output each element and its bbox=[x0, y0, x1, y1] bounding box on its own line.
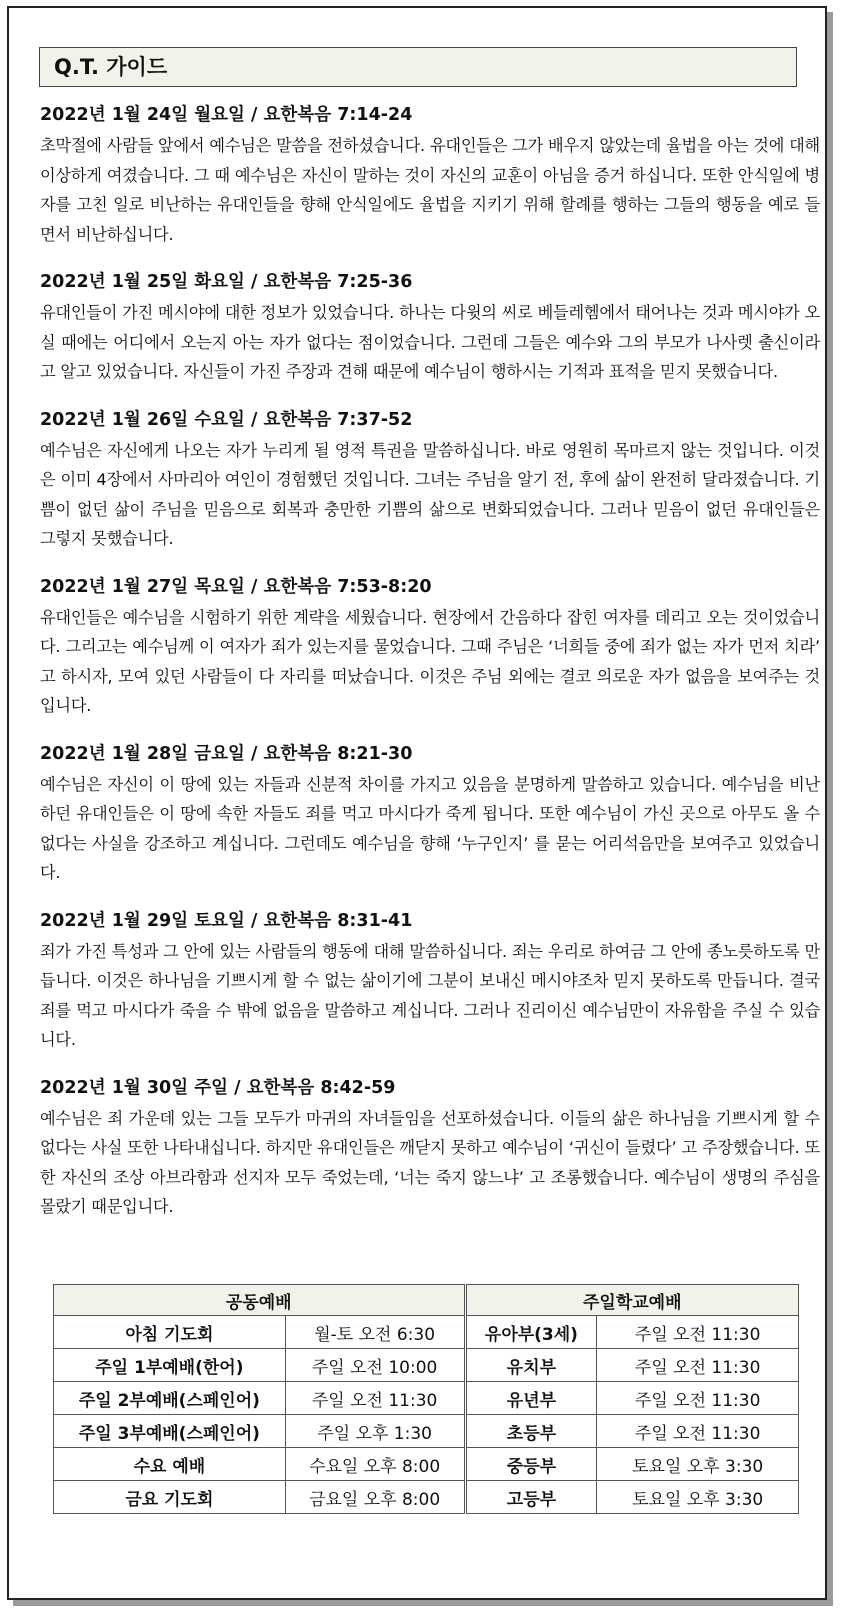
service-name: 금요 기도회 bbox=[54, 1481, 286, 1514]
service-name: 수요 예배 bbox=[54, 1448, 286, 1481]
service-time: 주일 오후 1:30 bbox=[285, 1415, 465, 1448]
service-name: 주일 1부예배(한어) bbox=[54, 1349, 286, 1382]
devotion-entry bbox=[40, 909, 820, 1055]
entry-heading: 2022년 1월 27일 목요일 / 요한복음 7:53-8:20 bbox=[40, 576, 432, 597]
table-row bbox=[54, 1481, 799, 1514]
devotion-entry bbox=[40, 103, 820, 249]
department-name: 유년부 bbox=[465, 1382, 597, 1415]
department-name: 유아부(3세) bbox=[465, 1316, 597, 1349]
entry-heading: 2022년 1월 26일 수요일 / 요한복음 7:37-52 bbox=[40, 409, 413, 430]
department-time: 주일 오전 11:30 bbox=[597, 1349, 799, 1382]
department-name: 초등부 bbox=[465, 1415, 597, 1448]
devotion-entry bbox=[40, 742, 820, 888]
entry-body: 예수님은 죄 가운데 있는 그들 모두가 마귀의 자녀들임을 선포하셨습니다. 이들의 삶은 하나님을 기쁘시게 할 수 없다는 사실 또한 나타내십니다. 하지만 유대인들은 깨닫지 못하고 예수님이 ‘귀신이 들렸다’ 고 주장했습니다. 또한 자신의 조상 아브라함과 선지자 모두 죽었는데, ‘너는 죽지 않느냐’ 고 조롱했습니다. 예수님이 생명의 주심을 몰랐기 때문입니다. bbox=[40, 1108, 820, 1216]
devotion-entry bbox=[40, 575, 820, 721]
entry-body: 유대인들이 가진 메시야에 대한 정보가 있었습니다. 하나는 다윗의 씨로 베들레헴에서 태어나는 것과 메시야가 오실 때에는 어디에서 오는지 아는 자가 없다는 점이었습니다. 그런데 그들은 예수와 그의 부모가 나사렛 출신이라고 알고 있었습니다. 자신들이 가진 주장과 견해 때문에 예수님이 행하시는 기적과 표적을 믿지 못했습니다. bbox=[40, 303, 820, 381]
entry-body: 죄가 가진 특성과 그 안에 있는 사람들의 행동에 대해 말씀하십니다. 죄는 우리로 하여금 그 안에 종노릇하도록 만듭니다. 이것은 하나님을 기쁘시게 할 수 없는 삶이기에 그분이 보내신 메시야조차 믿지 못하도록 만듭니다. 결국 죄를 먹고 마시다가 죽을 수 밖에 없음을 말씀하고 계십니다. 그러나 진리이신 예수님만이 자유함을 주실 수 있습니다. bbox=[40, 941, 820, 1049]
table-row bbox=[54, 1316, 799, 1349]
worship-schedule-table bbox=[53, 1284, 799, 1514]
department-time: 토요일 오후 3:30 bbox=[597, 1448, 799, 1481]
devotion-entry bbox=[40, 408, 820, 554]
table-row bbox=[54, 1382, 799, 1415]
service-time: 주일 오전 10:00 bbox=[285, 1349, 465, 1382]
department-time: 주일 오전 11:30 bbox=[597, 1382, 799, 1415]
department-time: 토요일 오후 3:30 bbox=[597, 1481, 799, 1514]
devotion-entry bbox=[40, 1076, 820, 1222]
service-time: 금요일 오후 8:00 bbox=[285, 1481, 465, 1514]
devotion-entries bbox=[40, 103, 820, 1243]
department-time: 주일 오전 11:30 bbox=[597, 1415, 799, 1448]
entry-body: 예수님은 자신에게 나오는 자가 누리게 될 영적 특권을 말씀하십니다. 바로 영원히 목마르지 않는 것입니다. 이것은 이미 4장에서 사마리아 여인이 경험했던 것입니다. 그녀는 주님을 알기 전, 후에 삶이 완전히 달라졌습니다. 기쁨이 없던 삶이 주님을 믿음으로 회복과 충만한 기쁨의 삶으로 변화되었습니다. 그러나 믿음이 없던 유대인들은 그렇지 못했습니다. bbox=[40, 440, 820, 548]
qt-guide-title: Q.T. 가이드 bbox=[39, 47, 797, 87]
table-row bbox=[54, 1448, 799, 1481]
table-row bbox=[54, 1349, 799, 1382]
service-name: 주일 2부예배(스페인어) bbox=[54, 1382, 286, 1415]
service-name: 아침 기도회 bbox=[54, 1316, 286, 1349]
entry-heading: 2022년 1월 30일 주일 / 요한복음 8:42-59 bbox=[40, 1077, 396, 1098]
devotion-entry bbox=[40, 270, 820, 387]
table-row bbox=[54, 1415, 799, 1448]
entry-body: 유대인들은 예수님을 시험하기 위한 계략을 세웠습니다. 현장에서 간음하다 잡힌 여자를 데리고 오는 것이었습니다. 그리고는 예수님께 이 여자가 죄가 있는지를 물었습니다. 그때 주님은 ‘너희들 중에 죄가 없는 자가 먼저 치라’ 고 하시자, 모여 있던 사람들이 다 자리를 떠났습니다. 이것은 주님 외에는 결코 의로운 자가 없음을 보여주는 것입니다. bbox=[40, 607, 820, 715]
service-time: 월-토 오전 6:30 bbox=[285, 1316, 465, 1349]
service-name: 주일 3부예배(스페인어) bbox=[54, 1415, 286, 1448]
service-time: 수요일 오후 8:00 bbox=[285, 1448, 465, 1481]
entry-heading: 2022년 1월 29일 토요일 / 요한복음 8:31-41 bbox=[40, 910, 413, 931]
entry-body: 예수님은 자신이 이 땅에 있는 자들과 신분적 차이를 가지고 있음을 분명하게 말씀하고 있습니다. 예수님을 비난하던 유대인들은 이 땅에 속한 자들도 죄를 먹고 마시다가 죽게 됩니다. 또한 예수님이 가신 곳으로 아무도 올 수 없다는 사실을 강조하고 계십니다. 그런데도 예수님을 향해 ‘누구인지’ 를 묻는 어리석음만을 보여주고 있었습니다. bbox=[40, 774, 820, 882]
entry-heading: 2022년 1월 24일 월요일 / 요한복음 7:14-24 bbox=[40, 105, 413, 125]
department-name: 유치부 bbox=[465, 1349, 597, 1382]
bulletin-page bbox=[7, 6, 827, 1600]
common-worship-header: 공동예배 bbox=[54, 1285, 466, 1316]
entry-body: 초막절에 사람들 앞에서 예수님은 말씀을 전하셨습니다. 유대인들은 그가 배우지 않았는데 율법을 아는 것에 대해 이상하게 여겼습니다. 그 때 예수님은 자신이 말하는 것이 자신의 교훈이 아님을 증거 하십니다. 또한 안식일에 병자를 고친 일로 비난하는 유대인들을 향해 안식일에도 율법을 지키기 위해 할례를 행하는 그들의 행동을 예로 들면서 비난하십니다. bbox=[40, 136, 820, 244]
department-name: 고등부 bbox=[465, 1481, 597, 1514]
service-time: 주일 오전 11:30 bbox=[285, 1382, 465, 1415]
schedule-header-row bbox=[54, 1285, 799, 1316]
sunday-school-header: 주일학교예배 bbox=[465, 1285, 798, 1316]
department-time: 주일 오전 11:30 bbox=[597, 1316, 799, 1349]
department-name: 중등부 bbox=[465, 1448, 597, 1481]
entry-heading: 2022년 1월 28일 금요일 / 요한복음 8:21-30 bbox=[40, 743, 413, 764]
entry-heading: 2022년 1월 25일 화요일 / 요한복음 7:25-36 bbox=[40, 272, 413, 292]
